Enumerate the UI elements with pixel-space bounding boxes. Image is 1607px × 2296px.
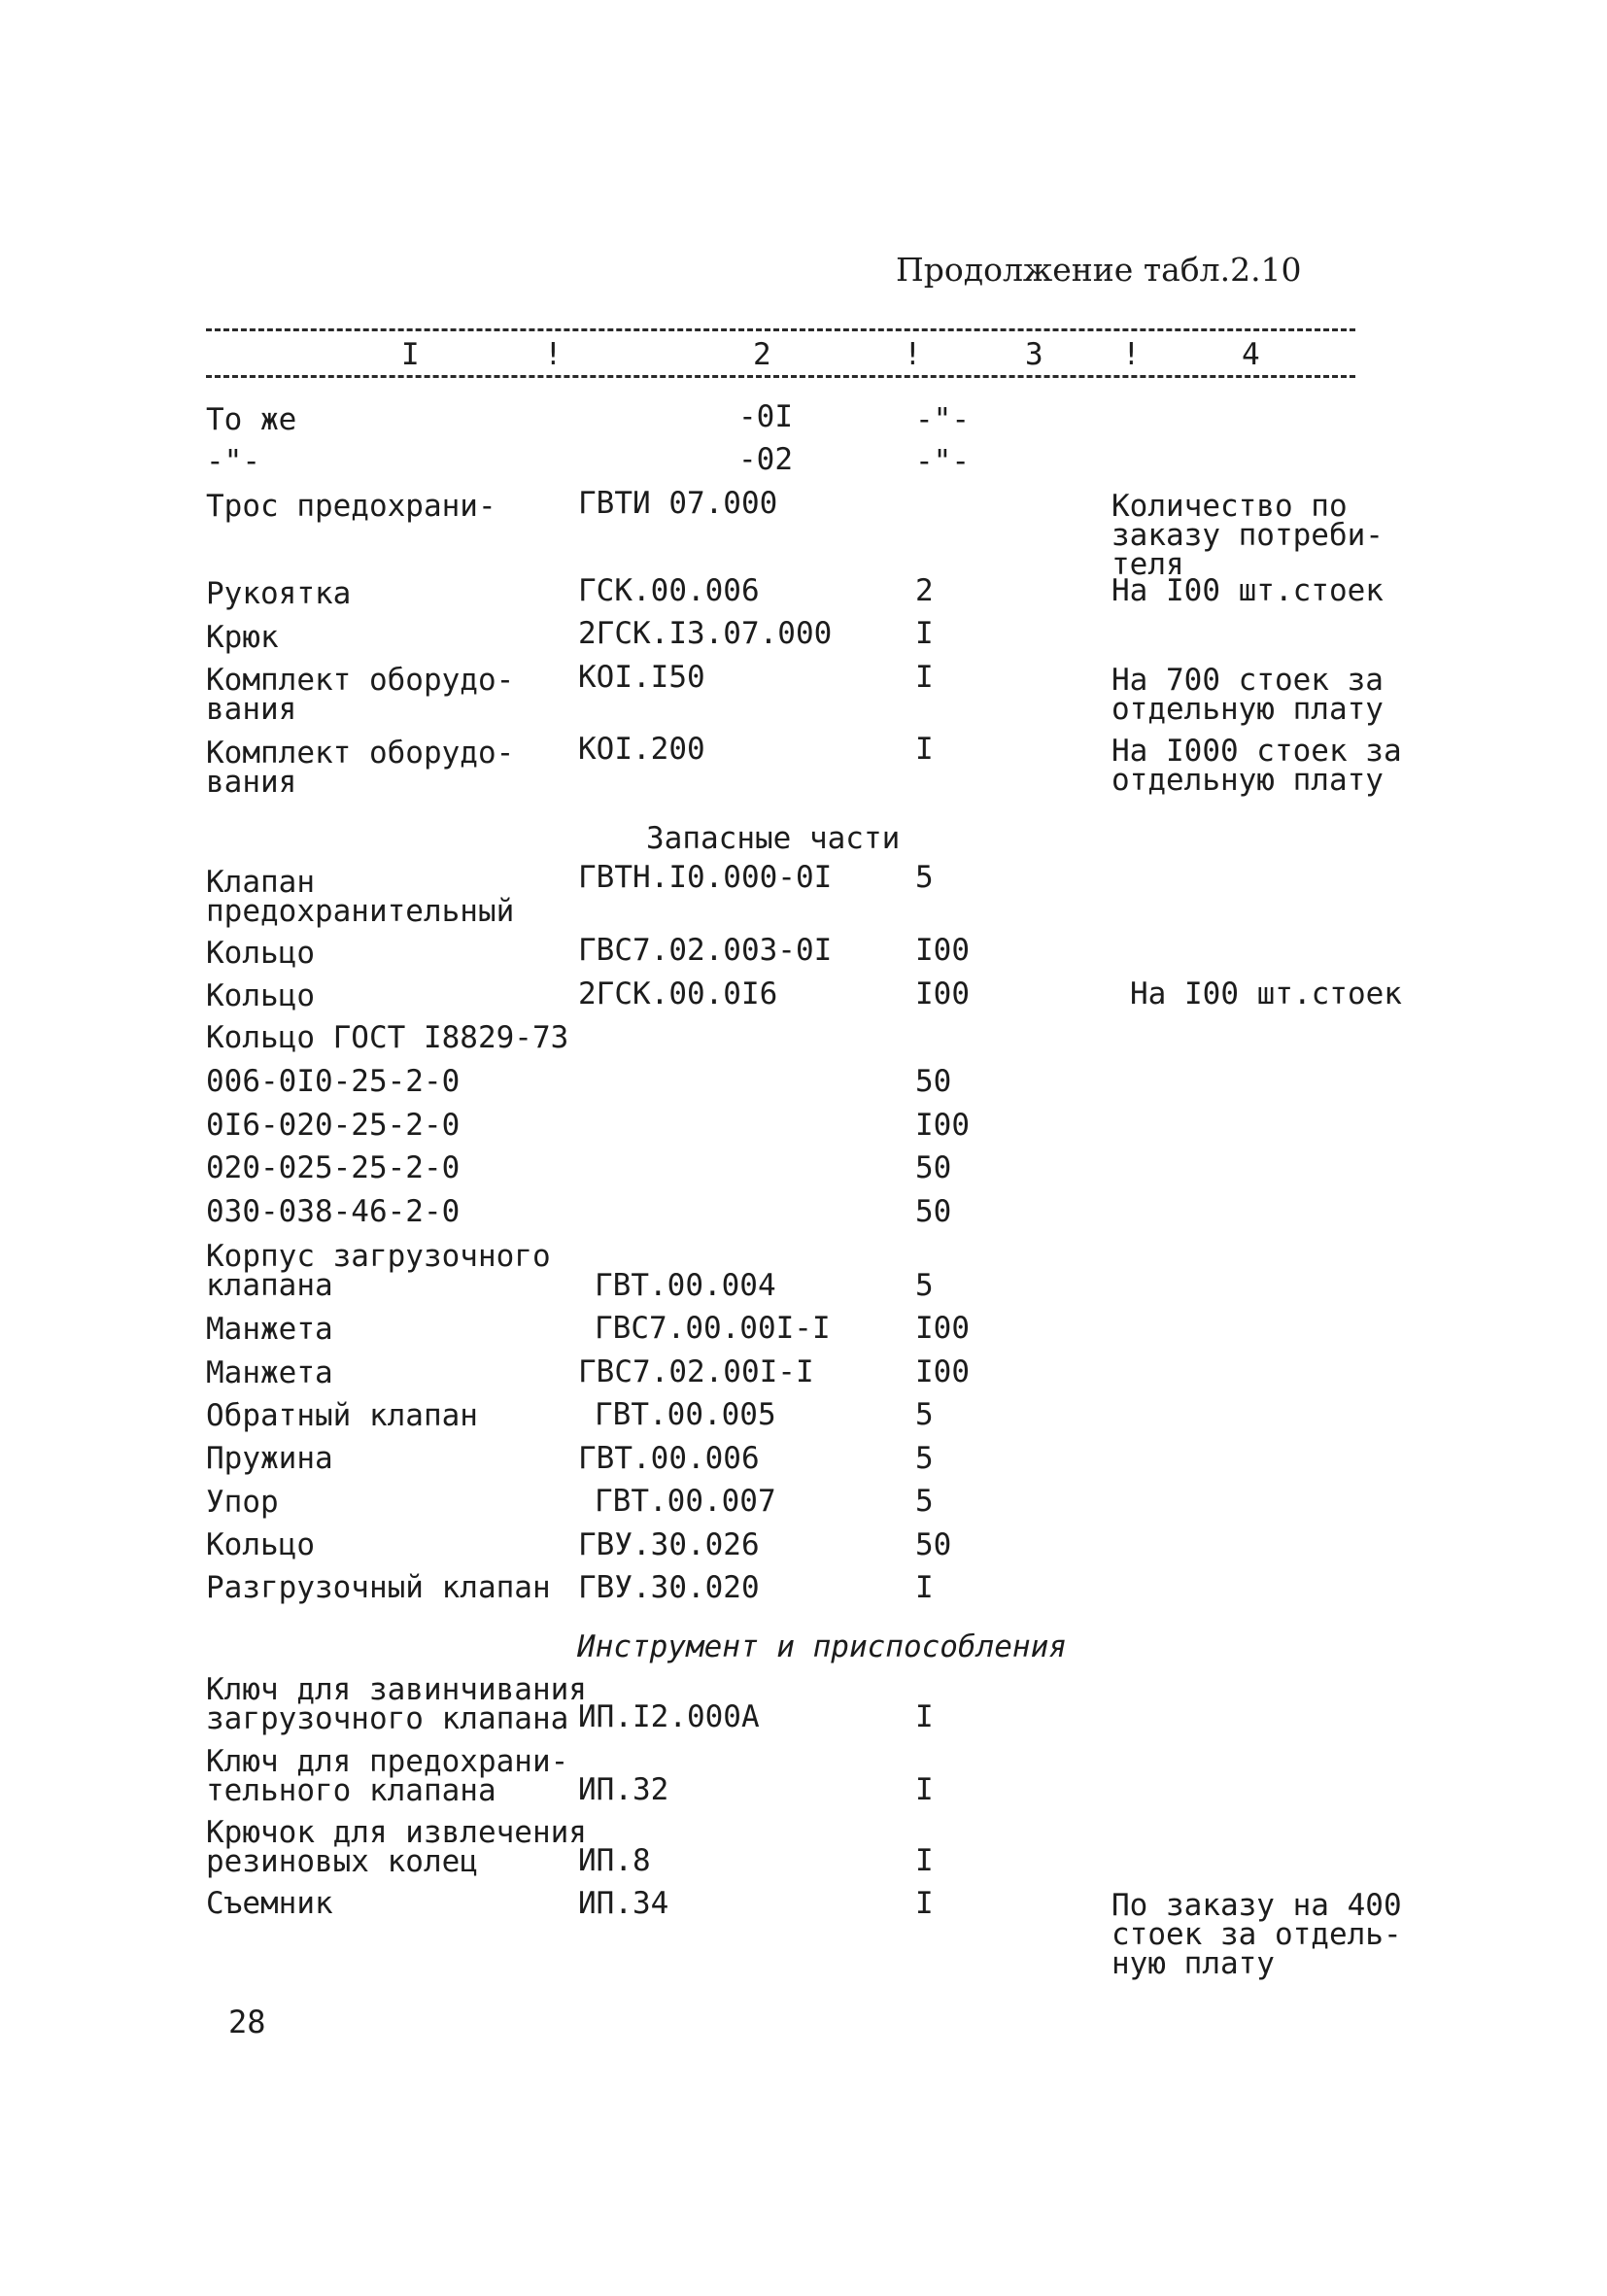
cell-name: Кольцо ГОСТ I8829-73 (206, 1020, 569, 1055)
cell-note: По заказу на 400 стоек за отдель- ную плату (1111, 1888, 1402, 1981)
cell-name: Обратный клапан (206, 1398, 478, 1433)
header-col-3: 3 (1025, 337, 1043, 372)
cell-qty: 2 (915, 573, 934, 608)
cell-code: КОI.200 (578, 732, 705, 767)
cell-code: ГВС7.02.003-0I (578, 933, 833, 968)
cell-name: Крючок для извлечения резиновых колец (206, 1815, 587, 1879)
cell-name: 0I6-020-25-2-0 (206, 1108, 461, 1143)
cell-qty: 5 (915, 1484, 934, 1519)
cell-name: Съемник (206, 1886, 333, 1921)
cell-qty: 5 (915, 860, 934, 895)
cell-code: ГВТ.00.005 (595, 1397, 776, 1432)
cell-code: ИП.34 (578, 1886, 669, 1921)
cell-name: Манжета (206, 1355, 333, 1390)
cell-name: Комплект оборудо- вания (206, 736, 515, 800)
cell-qty: I (915, 616, 934, 651)
header-col-4: 4 (1242, 337, 1260, 372)
cell-qty: I00 (915, 977, 970, 1011)
cell-qty: I (915, 1570, 934, 1605)
cell-name: 030-038-46-2-0 (206, 1194, 461, 1229)
cell-name: Кольцо (206, 936, 315, 971)
cell-qty: 5 (915, 1397, 934, 1432)
cell-name: Разгрузочный клапан (206, 1570, 551, 1605)
cell-qty: -"- (915, 444, 970, 479)
cell-qty: I (915, 1886, 934, 1921)
cell-name: 006-0I0-25-2-0 (206, 1064, 461, 1099)
cell-note: На I000 стоек за отдельную плату (1111, 734, 1402, 798)
cell-name: 020-025-25-2-0 (206, 1150, 461, 1185)
cell-qty: I (915, 1772, 934, 1807)
cell-qty: I (915, 732, 934, 767)
cell-note: На I00 шт.стоек (1130, 977, 1402, 1011)
header-separator-3: ! (1122, 337, 1141, 372)
section-tools: Инструмент и приспособления (577, 1629, 1067, 1664)
header-rule-top (206, 328, 1355, 331)
cell-qty: 50 (915, 1150, 952, 1185)
cell-name: Ключ для предохрани- тельного клапана (206, 1744, 569, 1808)
cell-code: ГВС7.02.00I-I (578, 1354, 814, 1389)
cell-code: -0I (738, 399, 793, 434)
cell-name: Комплект оборудо- вания (206, 663, 515, 727)
cell-code: ГСК.00.006 (578, 573, 760, 608)
cell-code: ГВУ.30.026 (578, 1527, 760, 1562)
cell-qty: 5 (915, 1441, 934, 1476)
cell-qty: 50 (915, 1064, 952, 1099)
cell-name: Манжета (206, 1312, 333, 1347)
cell-code: ИП.8 (578, 1843, 651, 1878)
cell-code: КОI.I50 (578, 660, 705, 695)
cell-code: 2ГСК.00.0I6 (578, 977, 778, 1011)
cell-code: ГВТИ 07.000 (578, 486, 778, 521)
cell-qty: I (915, 1843, 934, 1878)
cell-name: -"- (206, 444, 260, 479)
cell-name: Упор (206, 1485, 279, 1520)
cell-code: ГВТН.I0.000-0I (578, 860, 833, 895)
cell-name: Трос предохрани- (206, 489, 496, 524)
cell-note: На 700 стоек за отдельную плату (1111, 663, 1384, 727)
cell-code: ГВС7.00.00I-I (595, 1311, 831, 1346)
cell-qty: 50 (915, 1194, 952, 1229)
cell-qty: 50 (915, 1527, 952, 1562)
cell-code: ГВТ.00.004 (595, 1268, 776, 1303)
header-col-1: I (401, 337, 420, 372)
cell-qty: I (915, 1699, 934, 1734)
header-col-2: 2 (753, 337, 771, 372)
cell-name: Пружина (206, 1441, 333, 1476)
cell-name: Кольцо (206, 978, 315, 1013)
cell-qty: I00 (915, 933, 970, 968)
cell-qty: I00 (915, 1108, 970, 1143)
cell-note: На I00 шт.стоек (1111, 573, 1384, 608)
cell-code: ИП.I2.000А (578, 1699, 760, 1734)
cell-qty: -"- (915, 402, 970, 437)
cell-name: Ключ для завинчивания загрузочного клапана (206, 1672, 587, 1736)
section-spare-parts: Запасные части (646, 821, 901, 856)
header-separator-2: ! (904, 337, 922, 372)
cell-code: 2ГСК.I3.07.000 (578, 616, 833, 651)
cell-name: Крюк (206, 620, 279, 655)
header-rule-bottom (206, 375, 1355, 378)
cell-name: Корпус загрузочного клапана (206, 1239, 551, 1303)
page-number: 28 (228, 2004, 266, 2040)
cell-code: -02 (738, 442, 793, 477)
cell-qty: I00 (915, 1354, 970, 1389)
cell-code: ГВТ.00.007 (595, 1484, 776, 1519)
continuation-title: Продолжение табл.2.10 (896, 251, 1302, 289)
header-separator-1: ! (544, 337, 563, 372)
cell-code: ГВУ.30.020 (578, 1570, 760, 1605)
cell-name: Клапан предохранительный (206, 865, 515, 929)
cell-qty: I00 (915, 1311, 970, 1346)
cell-name: То же (206, 402, 297, 437)
cell-code: ГВТ.00.006 (578, 1441, 760, 1476)
cell-code: ИП.32 (578, 1772, 669, 1807)
cell-name: Рукоятка (206, 576, 352, 611)
cell-qty: 5 (915, 1268, 934, 1303)
cell-name: Кольцо (206, 1527, 315, 1562)
cell-note: Количество по заказу потреби- теля (1111, 489, 1384, 582)
cell-qty: I (915, 660, 934, 695)
